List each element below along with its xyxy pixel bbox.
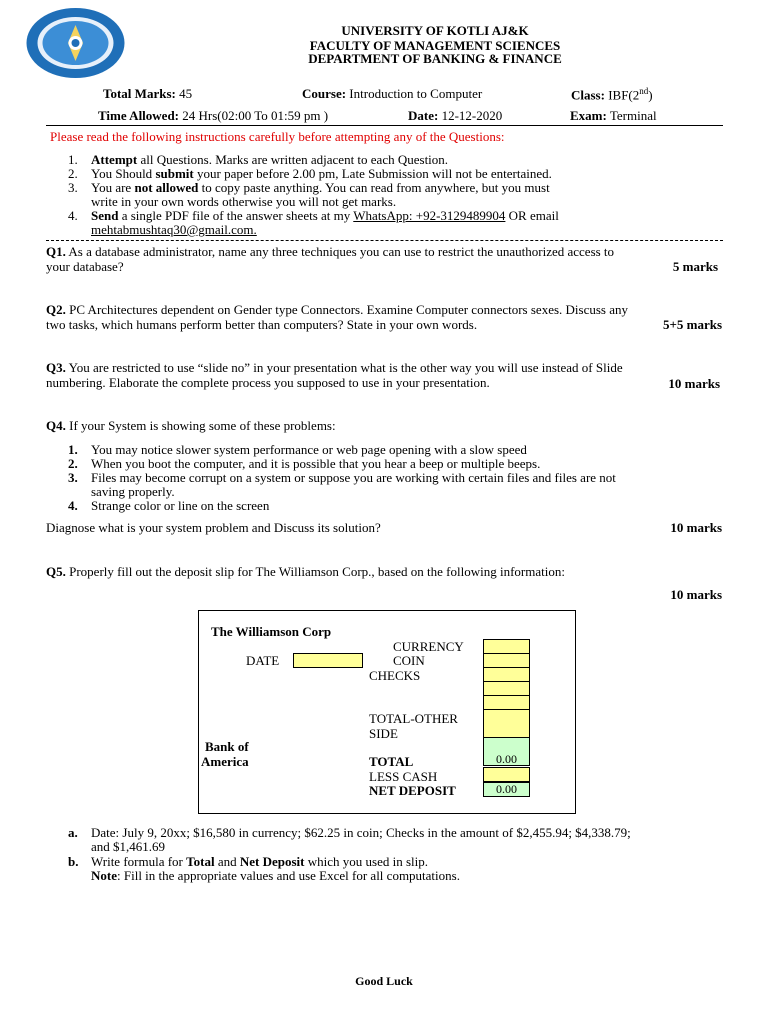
slip-date-label: DATE xyxy=(246,653,280,668)
q5-marks: 10 marks xyxy=(670,587,722,602)
divider xyxy=(46,125,723,126)
deposit-slip xyxy=(198,610,576,814)
note-b: Write formula for Total and Net Deposit which you used in slip. xyxy=(91,854,428,869)
instruction-item: You Should submit your paper before 2.00 pm, Late Submission will not be entertained. xyxy=(91,166,552,181)
q2-marks: 5+5 marks xyxy=(662,317,722,332)
whatsapp-link[interactable]: WhatsApp: +92-3129489904 xyxy=(353,208,506,223)
instruction-item: Send a single PDF file of the answer sheets at my WhatsApp: +92-3129489904 OR email xyxy=(91,208,559,223)
slip-checks-label: CHECKS xyxy=(369,668,421,683)
list-item: Strange color or line on the screen xyxy=(91,498,270,513)
slip-bank-line1: Bank of xyxy=(205,739,249,754)
q4-closing: Diagnose what is your system problem and Discuss its solution? xyxy=(46,520,381,535)
exam-type: Exam: Terminal xyxy=(570,108,657,123)
note-a-line2: and $1,461.69 xyxy=(91,839,166,854)
note-text: Note: Fill in the appropriate values and use Excel for all computations. xyxy=(91,868,460,883)
slip-check-cell[interactable] xyxy=(483,667,530,682)
list-item: You may notice slower system performance or web page opening with a slow speed xyxy=(91,442,527,457)
slip-coin-label: COIN xyxy=(393,653,425,668)
list-item: Files may become corrupt on a system or suppose you are working with certain files and files are not xyxy=(91,470,616,485)
faculty-name: FACULTY OF MANAGEMENT SCIENCES xyxy=(309,38,561,53)
question-5: Q5. Properly fill out the deposit slip for The Williamson Corp., based on the following information: xyxy=(46,564,565,579)
instruction-item: You are not allowed to copy paste anything. You can read from anywhere, but you must xyxy=(91,180,550,195)
slip-less-cash-label: LESS CASH xyxy=(369,769,438,784)
list-item: When you boot the computer, and it is possible that you hear a beep or multiple beeps. xyxy=(91,456,541,471)
slip-currency-label: CURRENCY xyxy=(393,639,464,654)
slip-total-other-label: TOTAL-OTHER xyxy=(369,711,458,726)
time-allowed: Time Allowed: 24 Hrs(02:00 To 01:59 pm ) xyxy=(98,108,329,123)
instruction-item: Attempt all Questions. Marks are written adjacent to each Question. xyxy=(91,152,449,167)
slip-net-deposit-cell[interactable]: 0.00 xyxy=(483,782,530,797)
slip-date-cell[interactable] xyxy=(293,653,363,668)
university-name: UNIVERSITY OF KOTLI AJ&K xyxy=(341,23,529,38)
class: Class: IBF(2nd) xyxy=(571,86,653,103)
slip-check-cell[interactable] xyxy=(483,681,530,696)
note-b-label: b. xyxy=(68,854,79,869)
slip-coin-cell[interactable] xyxy=(483,653,530,668)
slip-check-cell[interactable] xyxy=(483,695,530,710)
slip-total-label: TOTAL xyxy=(369,754,414,769)
slip-total-other-cell[interactable] xyxy=(483,709,530,738)
question-3: Q3. You are restricted to use “slide no” in your presentation what is the other way you will use instead of Slide numbering. Elaborate the complete process you supposed to use in your presentation. xyxy=(46,360,623,390)
note-a-label: a. xyxy=(68,825,78,840)
q3-marks: 10 marks xyxy=(668,376,720,391)
q4-marks: 10 marks xyxy=(670,520,722,535)
exam-date: Date: 12-12-2020 xyxy=(408,108,503,123)
q1-marks: 5 marks xyxy=(672,259,718,274)
instructions-heading: Please read the following instructions carefully before attempting any of the Questions: xyxy=(50,129,505,144)
slip-side-label: SIDE xyxy=(369,726,398,741)
slip-company: The Williamson Corp xyxy=(211,624,332,639)
university-logo xyxy=(25,7,126,79)
slip-currency-cell[interactable] xyxy=(483,639,530,654)
question-1: Q1. As a database administrator, name any three techniques you can use to restrict the unauthorized access to your database? xyxy=(46,244,615,274)
total-marks: Total Marks: 45 xyxy=(103,86,193,101)
question-2: Q2. PC Architectures dependent on Gender type Connectors. Examine Computer connectors sexes. Discuss any two tasks, which humans perform better than computers? State in your own words. xyxy=(46,302,628,332)
question-4: Q4. If your System is showing some of these problems: xyxy=(46,418,336,433)
slip-total-cell[interactable]: 0.00 xyxy=(483,737,530,766)
good-luck: Good Luck xyxy=(355,974,413,988)
divider xyxy=(46,240,723,241)
slip-net-deposit-label: NET DEPOSIT xyxy=(369,783,456,798)
email-link[interactable]: mehtabmushtaq30@gmail.com. xyxy=(91,222,257,237)
slip-bank-line2: America xyxy=(201,754,249,769)
course: Course: Introduction to Computer xyxy=(302,86,483,101)
slip-less-cash-cell[interactable] xyxy=(483,767,530,782)
department-name: DEPARTMENT OF BANKING & FINANCE xyxy=(308,51,562,66)
note-a-line1: Date: July 9, 20xx; $16,580 in currency; $62.25 in coin; Checks in the amount of $2,455.94; $4,338.79; xyxy=(91,825,631,840)
